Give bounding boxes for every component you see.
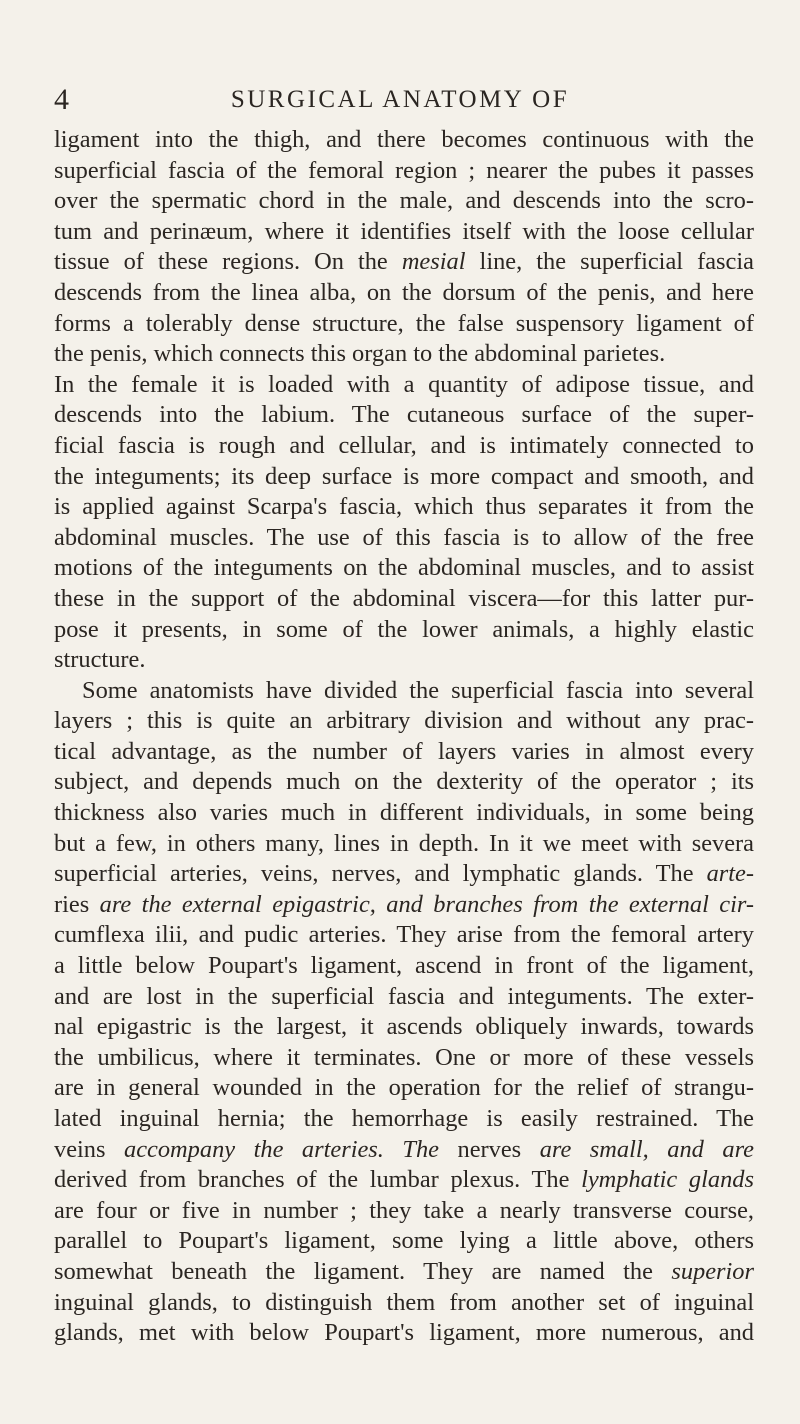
- italic-term: accompany the arteries. The: [105, 1135, 458, 1163]
- text-line: [54, 1104, 754, 1135]
- text-run: In the female it is loaded with a quantity of adipose tissue, and: [54, 370, 754, 398]
- text-line: [54, 645, 754, 676]
- text-run: tissue of these regions. On the: [54, 248, 402, 276]
- text-run: derived from branches of the lumbar plexus. The: [54, 1166, 582, 1194]
- text-run: superficial arteries, veins, nerves, and lymphatic glands. The: [54, 860, 707, 888]
- italic-term: mesial: [401, 248, 466, 276]
- text-run: motions of the integuments on the abdominal muscles, and to assist: [54, 554, 754, 582]
- text-run: and are lost in the superficial fascia and integuments. The exter-: [54, 982, 754, 1010]
- text-line: [54, 890, 754, 921]
- text-run: superficial fascia of the femoral region ; nearer the pubes it passes: [54, 156, 754, 184]
- text-run: a little below Poupart's ligament, ascend in front of the ligament,: [54, 952, 754, 980]
- text-run: are in general wounded in the operation for the relief of strangu-: [54, 1074, 754, 1102]
- text-run: tical advantage, as the number of layers varies in almost every: [54, 737, 754, 765]
- text-line: [54, 125, 754, 156]
- text-run: structure.: [54, 646, 146, 674]
- text-run: glands, met with below Poupart's ligament, more numerous, and: [54, 1319, 754, 1347]
- text-run: abdominal muscles. The use of this fascia is to allow of the free: [54, 523, 754, 551]
- text-run: nerves: [457, 1135, 522, 1163]
- text-line: [54, 859, 754, 890]
- text-run: Some anatomists have divided the superficial fascia into several: [82, 676, 754, 704]
- text-line: [54, 339, 754, 370]
- text-line: [54, 462, 754, 493]
- text-run: thickness also varies much in different individuals, in some being: [54, 799, 754, 827]
- text-run: the integuments; its deep surface is more compact and smooth, and: [54, 462, 754, 490]
- text-line: [54, 798, 754, 829]
- text-run: ries: [54, 890, 90, 918]
- text-line: [54, 1012, 754, 1043]
- text-run: these in the support of the abdominal viscera—for this latter pur-: [54, 584, 754, 612]
- text-line: [54, 615, 754, 646]
- text-line: [54, 400, 754, 431]
- text-run: over the spermatic chord in the male, and descends into the scro-: [54, 187, 754, 215]
- italic-term: lymphatic glands: [581, 1166, 754, 1194]
- text-line: [54, 1318, 754, 1349]
- text-line: [54, 706, 754, 737]
- text-run: tum and perinæum, where it identifies itself with the loose cellular: [54, 217, 754, 245]
- italic-term: are the external epigastric, and branches from the external cir-: [89, 890, 754, 918]
- text-run: are four or five in number ; they take a nearly transverse course,: [54, 1196, 754, 1224]
- text-run: ligament into the thigh, and there becomes continuous with the: [54, 126, 754, 153]
- text-run: descends from the linea alba, on the dorsum of the penis, and here: [54, 278, 754, 306]
- text-run: subject, and depends much on the dexterity of the operator ; its: [54, 768, 754, 796]
- text-run: line, the superficial fascia: [465, 248, 754, 276]
- text-run: nal epigastric is the largest, it ascends obliquely inwards, towards: [54, 1013, 754, 1041]
- text-line: [54, 492, 754, 523]
- text-run: the penis, which connects this organ to the abdominal parietes.: [54, 340, 666, 368]
- text-line: [54, 829, 754, 860]
- text-line: [54, 186, 754, 217]
- text-line: [54, 431, 754, 462]
- text-run: descends into the labium. The cutaneous surface of the super-: [54, 401, 754, 429]
- running-head: [40, 80, 760, 120]
- text-line: [54, 982, 754, 1013]
- text-run: the umbilicus, where it terminates. One or more of these vessels: [54, 1043, 754, 1071]
- italic-term: arte-: [706, 860, 754, 888]
- text-line: [54, 767, 754, 798]
- text-run: forms a tolerably dense structure, the false suspensory ligament of: [54, 309, 754, 337]
- italic-term: superior: [671, 1257, 754, 1285]
- text-line: [54, 1073, 754, 1104]
- text-line: [54, 156, 754, 187]
- text-line: [54, 676, 754, 707]
- text-line: [54, 370, 754, 401]
- text-run: pose it presents, in some of the lower animals, a highly elastic: [54, 615, 754, 643]
- text-line: [54, 309, 754, 340]
- text-run: inguinal glands, to distinguish them from another set of inguinal: [54, 1288, 754, 1316]
- text-line: [54, 247, 754, 278]
- text-line: [54, 217, 754, 248]
- text-run: layers ; this is quite an arbitrary division and without any prac-: [54, 707, 754, 735]
- text-line: [54, 1043, 754, 1074]
- text-run: but a few, in others many, lines in depth. In it we meet with severa: [54, 829, 754, 857]
- text-line: [54, 1257, 754, 1288]
- text-run: veins: [54, 1135, 106, 1163]
- text-line: [54, 1288, 754, 1319]
- italic-term: are small, and are: [521, 1135, 754, 1163]
- text-run: ficial fascia is rough and cellular, and is intimately connected to: [54, 431, 754, 459]
- text-run: is applied against Scarpa's fascia, which thus separates it from the: [54, 493, 754, 521]
- text-line: [54, 737, 754, 768]
- text-line: [54, 523, 754, 554]
- text-line: [54, 1196, 754, 1227]
- text-line: [54, 1226, 754, 1257]
- page-number: 4: [54, 83, 69, 116]
- text-run: lated inguinal hernia; the hemorrhage is easily restrained. The: [54, 1105, 754, 1132]
- running-title: SURGICAL ANATOMY OF: [230, 86, 570, 113]
- text-run: somewhat beneath the ligament. They are named the: [54, 1257, 672, 1285]
- text-run: parallel to Poupart's ligament, some lying a little above, others: [54, 1227, 754, 1255]
- text-line: [54, 278, 754, 309]
- text-line: [54, 951, 754, 982]
- text-line: [54, 920, 754, 951]
- text-line: [54, 1165, 754, 1196]
- body-text: [54, 125, 754, 1349]
- text-line: [54, 553, 754, 584]
- text-run: cumflexa ilii, and pudic arteries. They arise from the femoral artery: [54, 921, 754, 949]
- text-line: [54, 1135, 754, 1166]
- text-line: [54, 584, 754, 615]
